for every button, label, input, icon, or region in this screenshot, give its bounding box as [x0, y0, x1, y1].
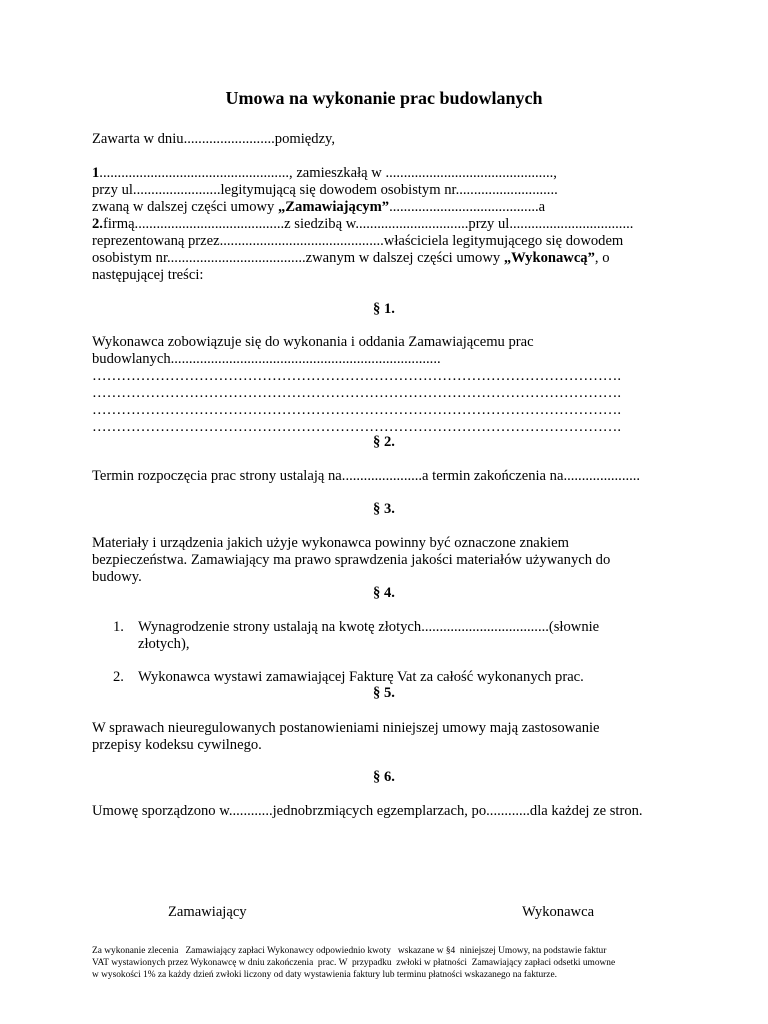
party2-line4: następującej treści:	[92, 267, 204, 283]
section-3-heading: § 3.	[373, 501, 395, 517]
party2-role: „Wykonawcą”	[503, 250, 595, 266]
list-item-number: 2.	[113, 669, 124, 685]
section-6-text: Umowę sporządzono w............jednobrzmiących egzemplarzach, po............dla każdej ze stron.	[92, 803, 643, 819]
section-4-heading: § 4.	[373, 585, 395, 601]
party2-line1-text: firmą.........................................z siedzibą w...............................przy ul..................................	[102, 216, 634, 232]
section-1-line1: Wykonawca zobowiązuje się do wykonania i oddania Zamawiającemu prac	[92, 334, 534, 350]
section-5-line2: przepisy kodeksu cywilnego.	[92, 737, 262, 753]
signature-client: Zamawiający	[168, 904, 247, 920]
section-3-line2: bezpieczeństwa. Zamawiający ma prawo sprawdzenia jakości materiałów używanych do	[92, 552, 611, 568]
footnote-line: VAT wystawionych przez Wykonawcę w dniu zakończenia prac. W przypadku zwłoki w płatności Zamawiający zapłaci odsetki umowne	[92, 958, 616, 968]
footnote-line: w wysokości 1% za każdy dzień zwłoki liczony od daty wystawienia faktury lub terminu płatności wskazanego na fakturze.	[92, 970, 557, 980]
section-5-line1: W sprawach nieuregulowanych postanowieniami niniejszej umowy mają zastosowanie	[92, 720, 600, 736]
party1-role: „Zamawiającym”	[278, 199, 390, 215]
party2-number: 2.	[92, 216, 103, 232]
list-item-line1: Wynagrodzenie strony ustalają na kwotę złotych...................................(słownie	[138, 619, 600, 635]
party1-line3-post: .........................................a	[389, 199, 546, 215]
footnote-line: Za wykonanie zlecenia Zamawiający zapłaci Wykonawcy odpowiednio kwoty wskazane w §4 niniejszej Umowy, na podstawie faktur	[92, 946, 607, 956]
party2-line3	[92, 250, 682, 267]
party1-number: 1	[92, 165, 100, 181]
party1-line3	[92, 199, 682, 216]
section-1-line2: budowlanych..........................................................................	[92, 351, 441, 367]
party2-line1	[92, 216, 682, 233]
section-6-heading: § 6.	[373, 769, 395, 785]
party1-line1	[92, 165, 682, 182]
dotted-line: ……………………………………………………………………………………………….	[92, 419, 622, 435]
section-3-line1: Materiały i urządzenia jakich użyje wykonawca powinny być oznaczone znakiem	[92, 535, 569, 551]
document-title: Umowa na wykonanie prac budowlanych	[225, 88, 543, 108]
party2-line2: reprezentowaną przez.............................................właściciela legitymującego się dowodem	[92, 233, 624, 249]
party1-line3-pre: zwaną w dalszej części umowy	[92, 199, 278, 215]
party1-line1-text: ...................................................., zamieszkałą w ..............................................,	[99, 165, 557, 181]
signature-contractor: Wykonawca	[522, 904, 595, 920]
section-3-line3: budowy.	[92, 569, 142, 585]
section-2-heading: § 2.	[373, 434, 395, 450]
dotted-line: ……………………………………………………………………………………………….	[92, 368, 622, 384]
party1-line2: przy ul........................legitymującą się dowodem osobistym nr............................	[92, 182, 558, 198]
dotted-line: ……………………………………………………………………………………………….	[92, 402, 622, 418]
list-item-number: 1.	[113, 619, 124, 635]
section-2-text: Termin rozpoczęcia prac strony ustalają na......................a termin zakończenia na.....................	[92, 468, 641, 484]
section-5-heading: § 5.	[373, 685, 395, 701]
list-item-line2: złotych),	[138, 636, 190, 652]
list-item-line1: Wykonawca wystawi zamawiającej Fakturę Vat za całość wykonanych prac.	[138, 669, 584, 685]
dotted-line: ……………………………………………………………………………………………….	[92, 385, 622, 401]
party2-line3-post: , o	[594, 250, 610, 266]
party2-line3-pre: osobistym nr......................................zwanym w dalszej części umowy	[92, 250, 504, 266]
section-1-heading: § 1.	[373, 301, 395, 317]
intro-line: Zawarta w dniu.........................pomiędzy,	[92, 131, 336, 147]
